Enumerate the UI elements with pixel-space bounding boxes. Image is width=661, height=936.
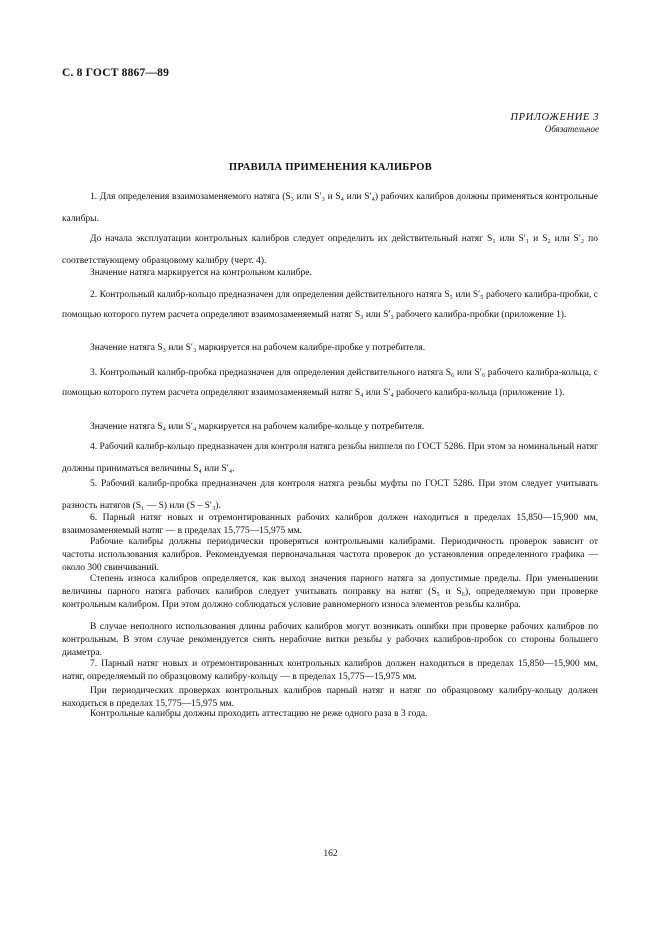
paragraph-text: Значение натяга S₃ или S′₃ маркируется на рабочем калибре-пробке у потребителя. xyxy=(90,343,426,353)
paragraph xyxy=(62,285,598,325)
paragraph-text: Контрольные калибры должны проходить аттестацию не реже одного раза в 3 года. xyxy=(90,709,428,719)
appendix-title: ПРИЛОЖЕНИЕ 3 xyxy=(510,112,599,123)
page-header: С. 8 ГОСТ 8867—89 xyxy=(62,67,170,79)
paragraph xyxy=(62,708,598,721)
paragraph xyxy=(62,186,598,230)
paragraph-text: 3. Контрольный калибр-пробка предназначен для определения действительного натяга S₆ или S′₆ рабочего калибра-кольца, с помощью которого путем расчета определяют взаимозаменяемый натяг S₄ или S′₄ рабочего калибра-кольца (приложение 1). xyxy=(62,368,598,398)
paragraph-text: Рабочие калибры должны периодически проверяться контрольными калибрами. Периодичность проверок зависит от частоты использования калибров. Рекомендуемая первоначальная частота проверок до установления определенного графика — около 300 свинчиваний. xyxy=(62,537,598,573)
paragraph xyxy=(62,228,598,272)
paragraph-text: Значение натяга маркируется на контрольном калибре. xyxy=(90,268,312,278)
page-number: 162 xyxy=(323,849,338,859)
paragraph-text: Степень износа калибров определяется, как выход значения парного натяга за допустимые пределы. При уменьшении величины парного натяга рабочих калибров следует учитывать поправку на натяг (S₅ и S₆), определяемую при проверке контрольным калибром. При этом должно соблюдаться условие равномерного износа элементов резьбы калибра. xyxy=(62,574,598,610)
appendix-block xyxy=(510,112,599,134)
appendix-subtitle: Обязательное xyxy=(544,124,599,134)
paragraph-text: 6. Парный натяг новых и отремонтированных рабочих калибров должен находиться в пределах 15,850—15,900 мм, взаимозаменяемый натяг — в пределах 15,775—15,975 мм. xyxy=(62,513,598,536)
paragraph-text: В случае неполного использования длины рабочих калибров могут возникать ошибки при проверке рабочих калибров по контрольным. В этом случае рекомендуется снять нерабочие витки резьбы у рабочих калибров-пробок со стороны большего диаметра. xyxy=(62,622,598,658)
paragraph-text: 1. Для определения взаимозаменяемого натяга (S₃ или S′₃ и S₄ или S′₄) рабочих калибров должны применяться контрольные калибры. xyxy=(62,192,598,224)
paragraph-text: До начала эксплуатации контрольных калибров следует определить их действительный натяг S₁ или S′₁ и S₂ или S′₂ по соответствующему образцовому калибру (черт. 4). xyxy=(62,234,598,266)
paragraph-text: 5. Рабочий калибр-пробка предназначен для контроля натяга резьбы муфты по ГОСТ 5286. При этом следует учитывать разность натягов (S₁ — S) или (S – S′₃). xyxy=(62,479,598,511)
paragraph xyxy=(62,658,598,684)
paragraph xyxy=(62,421,598,434)
paragraph xyxy=(62,473,598,517)
section-title: ПРАВИЛА ПРИМЕНЕНИЯ КАЛИБРОВ xyxy=(228,162,433,173)
paragraph-text: Значение натяга S₄ или S′₄ маркируется на рабочем калибре-кольце у потребителя. xyxy=(90,422,425,432)
paragraph xyxy=(62,267,598,280)
paragraph xyxy=(62,573,598,612)
paragraph xyxy=(62,621,598,660)
paragraph-text: 4. Рабочий калибр-кольцо предназначен для контроля натяга резьбы ниппеля по ГОСТ 5286. При этом за номинальный натяг должны приниматься величины S₄ или S′₄. xyxy=(62,442,598,474)
paragraph xyxy=(62,363,598,403)
paragraph xyxy=(62,342,598,355)
paragraph xyxy=(62,512,598,538)
paragraph-text: 2. Контрольный калибр-кольцо предназначен для определения действительного натяга S₅ или S′₅ рабочего калибра-пробки, с помощью которого путем расчета определяют взаимозаменяемый натяг S₃ или S′₃ рабочего калибра-пробки (приложение 1). xyxy=(62,290,598,320)
paragraph-text: 7. Парный натяг новых и отремонтированных контрольных калибров должен находиться в пределах 15,850—15,900 мм, натяг, определяемый по образцовому калибру-кольцу — в пределах 15,775—15,975 мм. xyxy=(62,659,598,682)
paragraph-text: При периодических проверках контрольных калибров парный натяг и натяг по образцовому калибру-кольцу должен находиться в пределах 15,775—15,975 мм. xyxy=(62,686,598,709)
paragraph xyxy=(62,536,598,575)
